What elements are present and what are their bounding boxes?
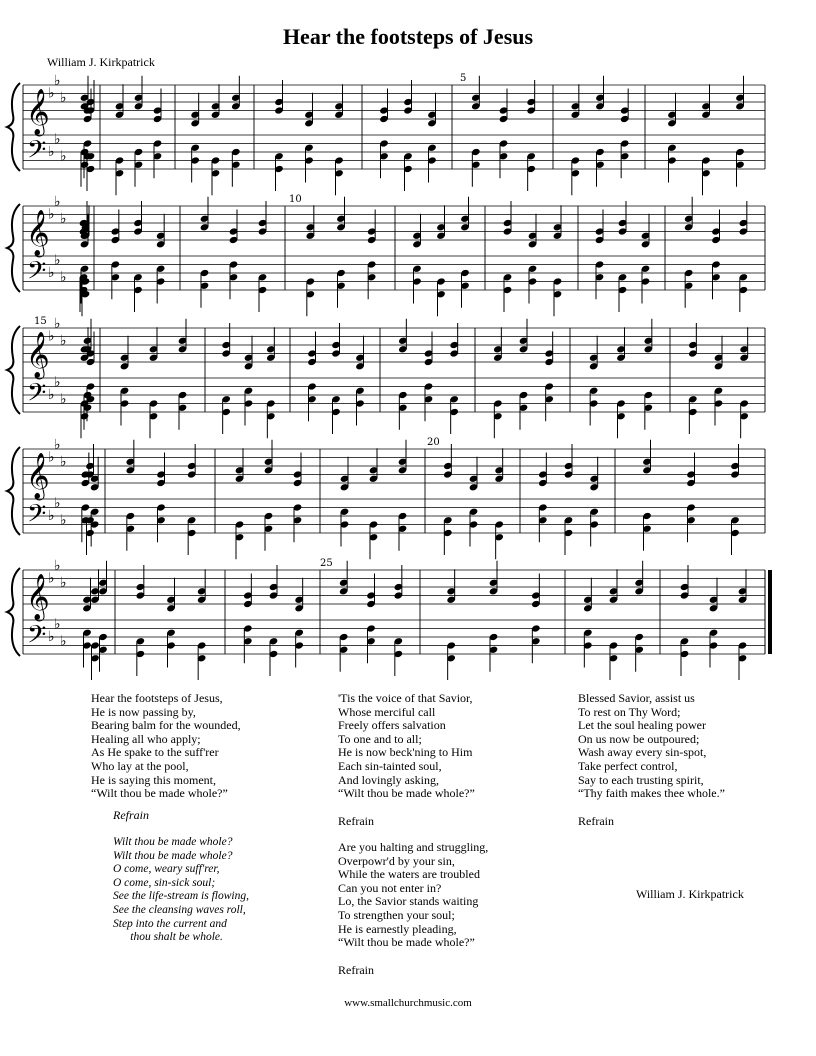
refrain-line: See the life-stream is flowing, [113, 890, 249, 903]
composer-credit-bottom: William J. Kirkpatrick [636, 887, 744, 901]
treble-clef-icon: 𝄞 [26, 332, 50, 378]
verse-4-line: Say to each trusting spirit, [578, 772, 704, 787]
verse-1 [91, 692, 241, 801]
brace [7, 568, 20, 656]
treble-clef-icon: 𝄞 [26, 453, 50, 499]
flat-icon: ♭ [54, 131, 61, 148]
verse-4 [578, 692, 725, 801]
flat-icon: ♭ [60, 453, 67, 470]
flat-icon: ♭ [48, 629, 55, 645]
flat-icon: ♭ [54, 193, 61, 210]
refrain-label-3: Refrain [338, 963, 374, 977]
bass-clef-icon: 𝄢 [27, 499, 47, 535]
flat-icon: ♭ [54, 252, 61, 269]
verse-3-line: While the waters are troubled [338, 867, 480, 882]
website-footer: www.smallchurchmusic.com [344, 997, 472, 1009]
measure-number: 10 [289, 194, 302, 205]
verse-2 [338, 692, 475, 801]
flat-icon: ♭ [60, 210, 67, 227]
flat-icon: ♭ [54, 436, 61, 453]
measure-number: 5 [460, 73, 467, 84]
composer-credit: William J. Kirkpatrick [47, 55, 155, 69]
flat-icon: ♭ [48, 85, 55, 102]
flat-icon: ♭ [60, 148, 67, 165]
flat-icon: ♭ [60, 633, 67, 650]
measure-number: 20 [427, 437, 440, 448]
flat-icon: ♭ [48, 206, 55, 223]
flat-icon: ♭ [54, 374, 61, 391]
verse-1-line: As He spake to the suff'rer [91, 745, 219, 760]
verse-1-line: “Wilt thou be made whole?” [91, 786, 228, 801]
refrain-line: thou shalt be whole. [113, 931, 223, 944]
measure-number: 15 [34, 316, 47, 327]
flat-icon: ♭ [60, 269, 67, 286]
verse-1-line: Bearing balm for the wounded, [91, 718, 241, 733]
refrain-label-4: Refrain [578, 814, 614, 828]
brace [7, 326, 20, 414]
flat-icon: ♭ [48, 570, 55, 587]
verse-1-line: He is saying this moment, [91, 772, 216, 787]
verse-3 [338, 841, 488, 950]
verse-4-line: Take perfect control, [578, 758, 678, 773]
refrain-line: Wilt thou be made whole? [113, 849, 233, 862]
verse-2-line: Freely offers salvation [338, 718, 446, 733]
verse-3-line: Are you halting and struggling, [338, 840, 489, 854]
verse-3-line: “Wilt thou be made whole?” [338, 935, 475, 950]
verse-1-line: Hear the footsteps of Jesus, [91, 691, 223, 705]
treble-clef-icon: 𝄞 [26, 210, 50, 256]
flat-icon: ♭ [54, 557, 61, 574]
measure-number: 25 [320, 558, 333, 569]
bass-clef-icon: 𝄢 [27, 378, 47, 414]
verse-2-line: 'Tis the voice of that Savior, [338, 691, 473, 705]
flat-icon: ♭ [60, 391, 67, 408]
verse-1-line: Healing all who apply; [91, 731, 201, 746]
verse-3-line: To strengthen your soul; [338, 907, 455, 922]
verse-4-line: To rest on Thy Word; [578, 704, 681, 719]
final-barline [768, 570, 772, 654]
verse-4-line: “Thy faith makes thee whole.” [578, 786, 725, 801]
verse-3-line: Overpowr'd by your sin, [338, 853, 455, 868]
verse-2-line: Whose merciful call [338, 704, 436, 719]
verse-3-line: Can you not enter in? [338, 880, 442, 895]
brace [7, 447, 20, 535]
flat-icon: ♭ [48, 328, 55, 345]
treble-clef-icon: 𝄞 [26, 89, 50, 135]
flat-icon: ♭ [48, 144, 55, 160]
verse-2-line: He is now beck'ning to Him [338, 745, 473, 760]
verse-2-line: To one and to all; [338, 731, 422, 746]
brace [7, 83, 20, 171]
flat-icon: ♭ [54, 72, 61, 89]
flat-icon: ♭ [54, 315, 61, 332]
refrain-line: See the cleansing waves roll, [113, 903, 246, 916]
verse-2-line: Each sin-tainted soul, [338, 758, 442, 773]
refrain-line: Wilt thou be made whole? [113, 836, 233, 848]
verse-1-line: He is now passing by, [91, 704, 196, 719]
refrain-line: O come, weary suff'rer, [113, 863, 220, 876]
flat-icon: ♭ [60, 332, 67, 349]
refrain-text [113, 836, 249, 945]
bass-clef-icon: 𝄢 [27, 256, 47, 292]
verse-2-line: “Wilt thou be made whole?” [338, 786, 475, 801]
refrain-line: O come, sin-sick soul; [113, 876, 216, 889]
verse-3-line: He is earnestly pleading, [338, 921, 457, 936]
flat-icon: ♭ [54, 495, 61, 512]
refrain-label-1: Refrain [113, 808, 149, 822]
verse-1-line: Who lay at the pool, [91, 758, 189, 773]
flat-icon: ♭ [48, 387, 55, 403]
verse-4-line: Wash away every sin-spot, [578, 745, 707, 760]
flat-icon: ♭ [48, 508, 55, 524]
flat-icon: ♭ [60, 89, 67, 106]
verse-3-line: Lo, the Savior stands waiting [338, 894, 479, 909]
flat-icon: ♭ [60, 574, 67, 591]
refrain-line: Step into the current and [113, 917, 227, 930]
verse-4-line: Let the soul healing power [578, 718, 706, 733]
verse-4-line: On us now be outpoured; [578, 731, 700, 746]
refrain-label-2: Refrain [338, 814, 374, 828]
flat-icon: ♭ [60, 512, 67, 529]
flat-icon: ♭ [54, 616, 61, 633]
treble-clef-icon: 𝄞 [26, 574, 50, 620]
verse-2-line: And lovingly asking, [338, 772, 439, 787]
verse-4-line: Blessed Savior, assist us [578, 691, 695, 705]
flat-icon: ♭ [48, 265, 55, 281]
bass-clef-icon: 𝄢 [27, 135, 47, 171]
flat-icon: ♭ [48, 449, 55, 466]
brace [7, 204, 20, 292]
bass-clef-icon: 𝄢 [27, 620, 47, 656]
song-title: Hear the footsteps of Jesus [282, 24, 534, 49]
